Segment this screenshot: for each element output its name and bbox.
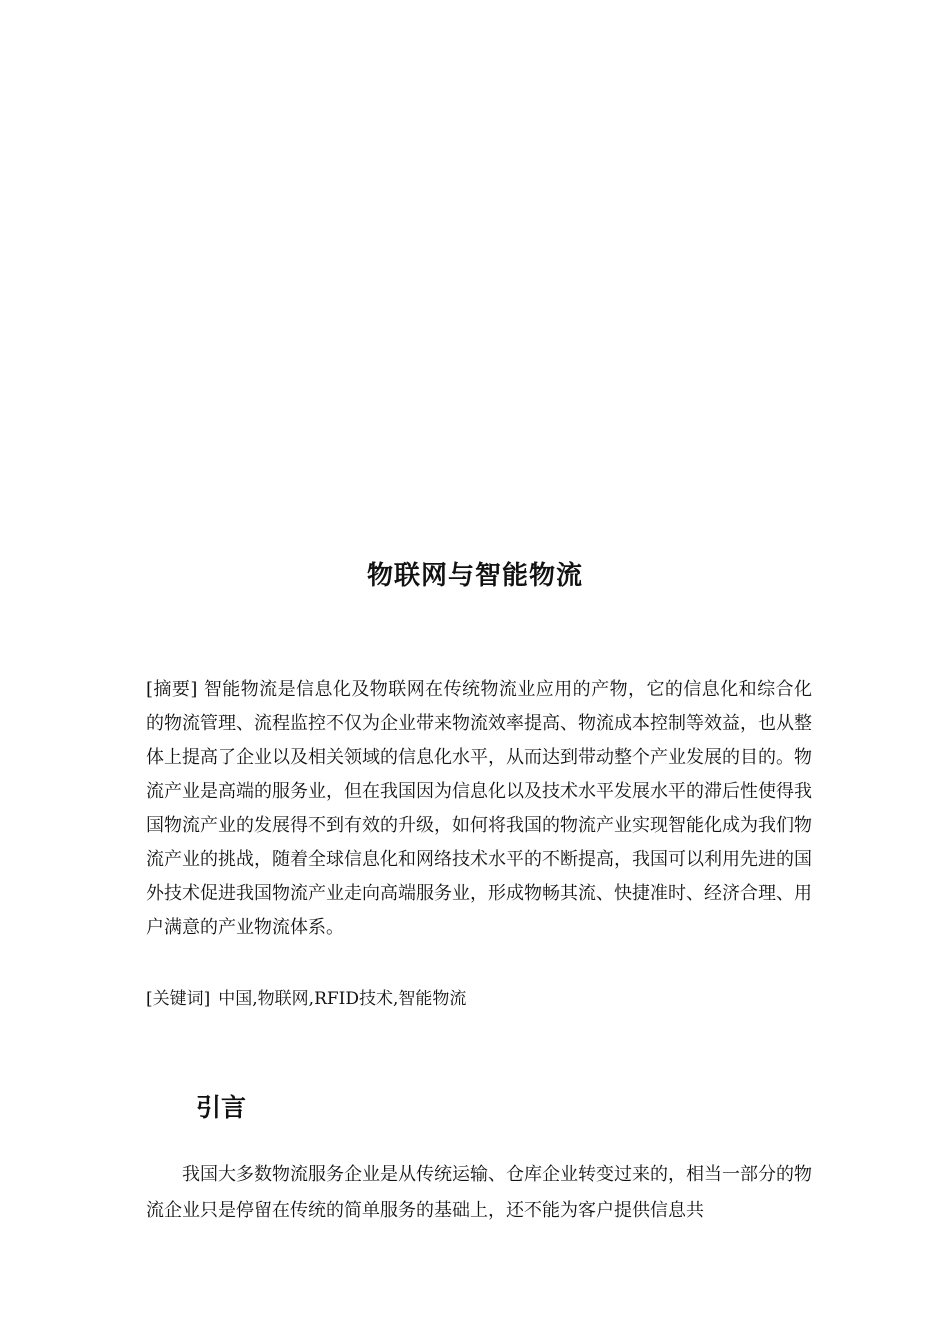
keywords-text: 中国,物联网,RFID技术,智能物流 (218, 989, 467, 1009)
abstract-text: 智能物流是信息化及物联网在传统物流业应用的产物，它的信息化和综合化的物流管理、流程监控不仅为企业带来物流效率提高、物流成本控制等效益，也从整体上提高了企业以及相关领域的信息化水平，从而达到带动整个产业发展的目的。物流产业是高端的服务业，但在我国因为信息化以及技术水平发展水平的滞后性使得我国物流产业的发展得不到有效的升级，如何将我国的物流产业实现智能化成为我们物流产业的挑战，随着全球信息化和网络技术水平的不断提高，我国可以利用先进的国外技术促进我国物流产业走向高端服务业，形成物畅其流、快捷准时、经济合理、用户满意的产业物流体系。 (146, 679, 812, 938)
section-heading-introduction: 引言 (196, 1093, 247, 1122)
abstract-paragraph (146, 673, 812, 945)
abstract-tag: [摘要] (146, 679, 198, 700)
keywords-tag: [关键词] (146, 989, 211, 1009)
keywords-line (146, 984, 812, 1014)
introduction-paragraph: 我国大多数物流服务企业是从传统运输、仓库企业转变过来的，相当一部分的物流企业只是停留在传统的简单服务的基础上，还不能为客户提供信息共 (146, 1164, 812, 1221)
document-title: 物联网与智能物流 (366, 561, 583, 591)
